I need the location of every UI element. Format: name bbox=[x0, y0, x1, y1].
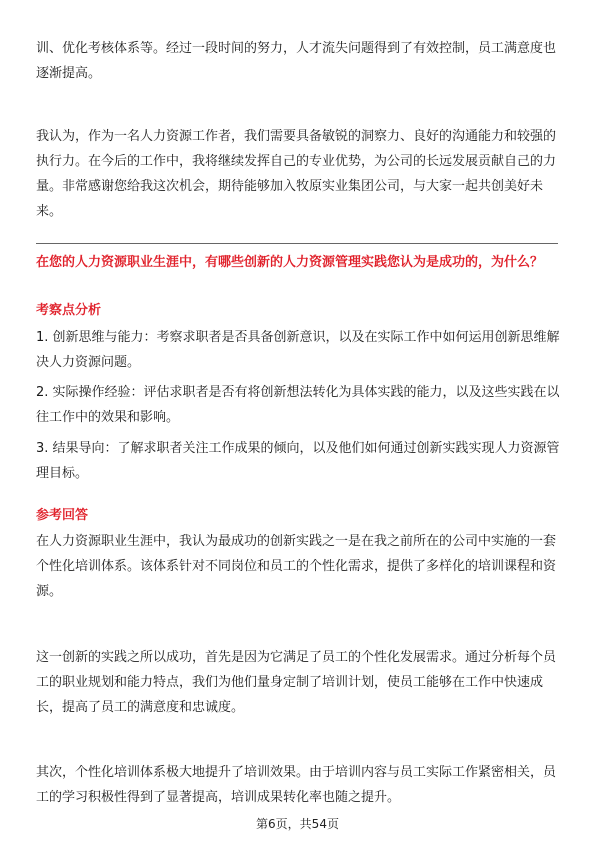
intro-paragraph: 训、优化考核体系等。经过一段时间的努力，人才流失问题得到了有效控制，员工满意度也逐渐提高。 bbox=[36, 41, 557, 81]
answer-heading: 参考回答 bbox=[36, 508, 89, 523]
intro-paragraph: 我认为，作为一名人力资源工作者，我们需要具备敏锐的洞察力、良好的沟通能力和较强的执行力。在今后的工作中，我将继续发挥自己的专业优势，为公司的长远发展贡献自己的力量。非常感谢您给我这次机会，期待能够加入牧原实业集团公司，与大家一起共创美好未来。 bbox=[36, 129, 557, 219]
analysis-point: 2. 实际操作经验：评估求职者是否有将创新想法转化为具体实践的能力，以及这些实践在以往工作中的效果和影响。 bbox=[36, 385, 560, 425]
question-text: 在您的人力资源职业生涯中，有哪些创新的人力资源管理实践您认为是成功的，为什么？ bbox=[36, 255, 544, 270]
page-number: 第6页，共54页 bbox=[256, 817, 339, 831]
analysis-point: 3. 结果导向：了解求职者关注工作成果的倾向，以及他们如何通过创新实践实现人力资源管理目标。 bbox=[36, 441, 560, 481]
answer-paragraph: 在人力资源职业生涯中，我认为最成功的创新实践之一是在我之前所在的公司中实施的一套个性化培训体系。该体系针对不同岗位和员工的个性化需求，提供了多样化的培训课程和资源。 bbox=[36, 534, 557, 599]
analysis-point: 1. 创新思维与能力：考察求职者是否具备创新意识，以及在实际工作中如何运用创新思维解决人力资源问题。 bbox=[36, 330, 560, 370]
section-divider bbox=[36, 243, 558, 244]
analysis-heading: 考察点分析 bbox=[36, 303, 102, 318]
answer-paragraph: 这一创新的实践之所以成功，首先是因为它满足了员工的个性化发展需求。通过分析每个员工的职业规划和能力特点，我们为他们量身定制了培训计划，使员工能够在工作中快速成长，提高了员工的满意度和忠诚度。 bbox=[36, 650, 557, 715]
answer-paragraph: 其次，个性化培训体系极大地提升了培训效果。由于培训内容与员工实际工作紧密相关，员工的学习积极性得到了显著提高，培训成果转化率也随之提升。 bbox=[36, 765, 557, 805]
